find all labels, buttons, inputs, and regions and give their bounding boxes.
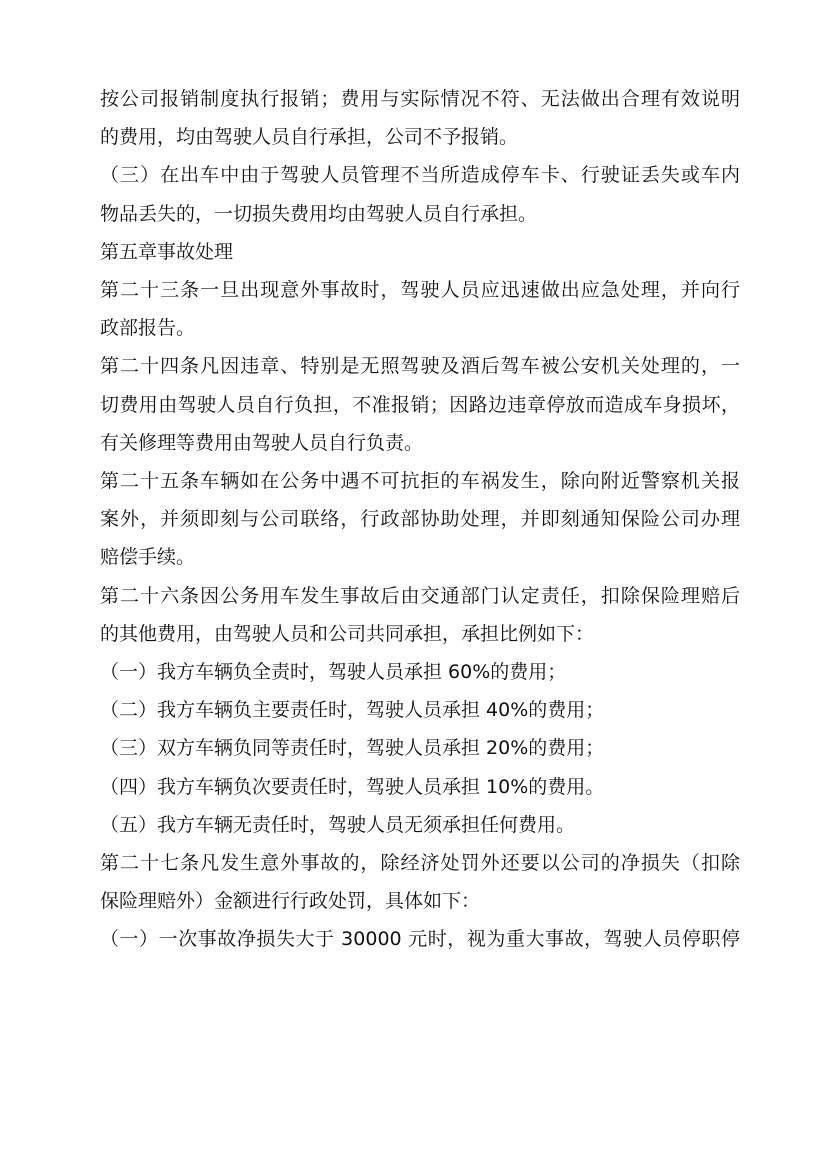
text-line: 案外，并须即刻与公司联络，行政部协助处理，并即刻通知保险公司办理 [100, 508, 740, 531]
list-item: （一）我方车辆负全责时，驾驶人员承担 60%的费用； [100, 661, 567, 684]
text-line: 第二十五条车辆如在公务中遇不可抗拒的车祸发生，除向附近警察机关报 [100, 470, 740, 493]
text-line: 第二十六条因公务用车发生事故后由交通部门认定责任，扣除保险理赔后 [100, 584, 740, 607]
text-line: 赔偿手续。 [100, 546, 196, 569]
list-item: （二）我方车辆负主要责任时，驾驶人员承担 40%的费用； [100, 699, 605, 722]
chapter-heading: 第五章事故处理 [100, 240, 234, 263]
text-line: 政部报告。 [100, 317, 196, 340]
text-line: 的费用，均由驾驶人员自行承担，公司不予报销。 [100, 126, 519, 149]
text-line: 按公司报销制度执行报销；费用与实际情况不符、无法做出合理有效说明 [100, 88, 740, 110]
text-line: 第二十四条凡因违章、特别是无照驾驶及酒后驾车被公安机关处理的，一 [100, 355, 740, 378]
text-line: 第二十七条凡发生意外事故的，除经济处罚外还要以公司的净损失（扣除 [100, 852, 740, 875]
text-line: 物品丢失的，一切损失费用均由驾驶人员自行承担。 [100, 202, 538, 225]
text-line: 的其他费用，由驾驶人员和公司共同承担，承担比例如下： [100, 622, 595, 645]
text-line: 有关修理等费用由驾驶人员自行负责。 [100, 431, 424, 454]
list-item: （一）一次事故净损失大于 30000 元时，视为重大事故，驾驶人员停职停 [100, 928, 740, 951]
text-line: 切费用由驾驶人员自行负担，不准报销；因路边违章停放而造成车身损坏， [100, 393, 740, 416]
text-line: 第二十三条一旦出现意外事故时，驾驶人员应迅速做出应急处理，并向行 [100, 279, 740, 302]
text-line: 保险理赔外）金额进行行政处罚，具体如下： [100, 890, 481, 913]
list-item: （五）我方车辆无责任时，驾驶人员无须承担任何费用。 [100, 813, 576, 836]
list-item: （四）我方车辆负次要责任时，驾驶人员承担 10%的费用。 [100, 775, 605, 798]
text-line: （三）在出车中由于驾驶人员管理不当所造成停车卡、行驶证丢失或车内 [100, 164, 740, 187]
document-body [100, 80, 740, 959]
list-item: （三）双方车辆负同等责任时，驾驶人员承担 20%的费用； [100, 737, 605, 760]
